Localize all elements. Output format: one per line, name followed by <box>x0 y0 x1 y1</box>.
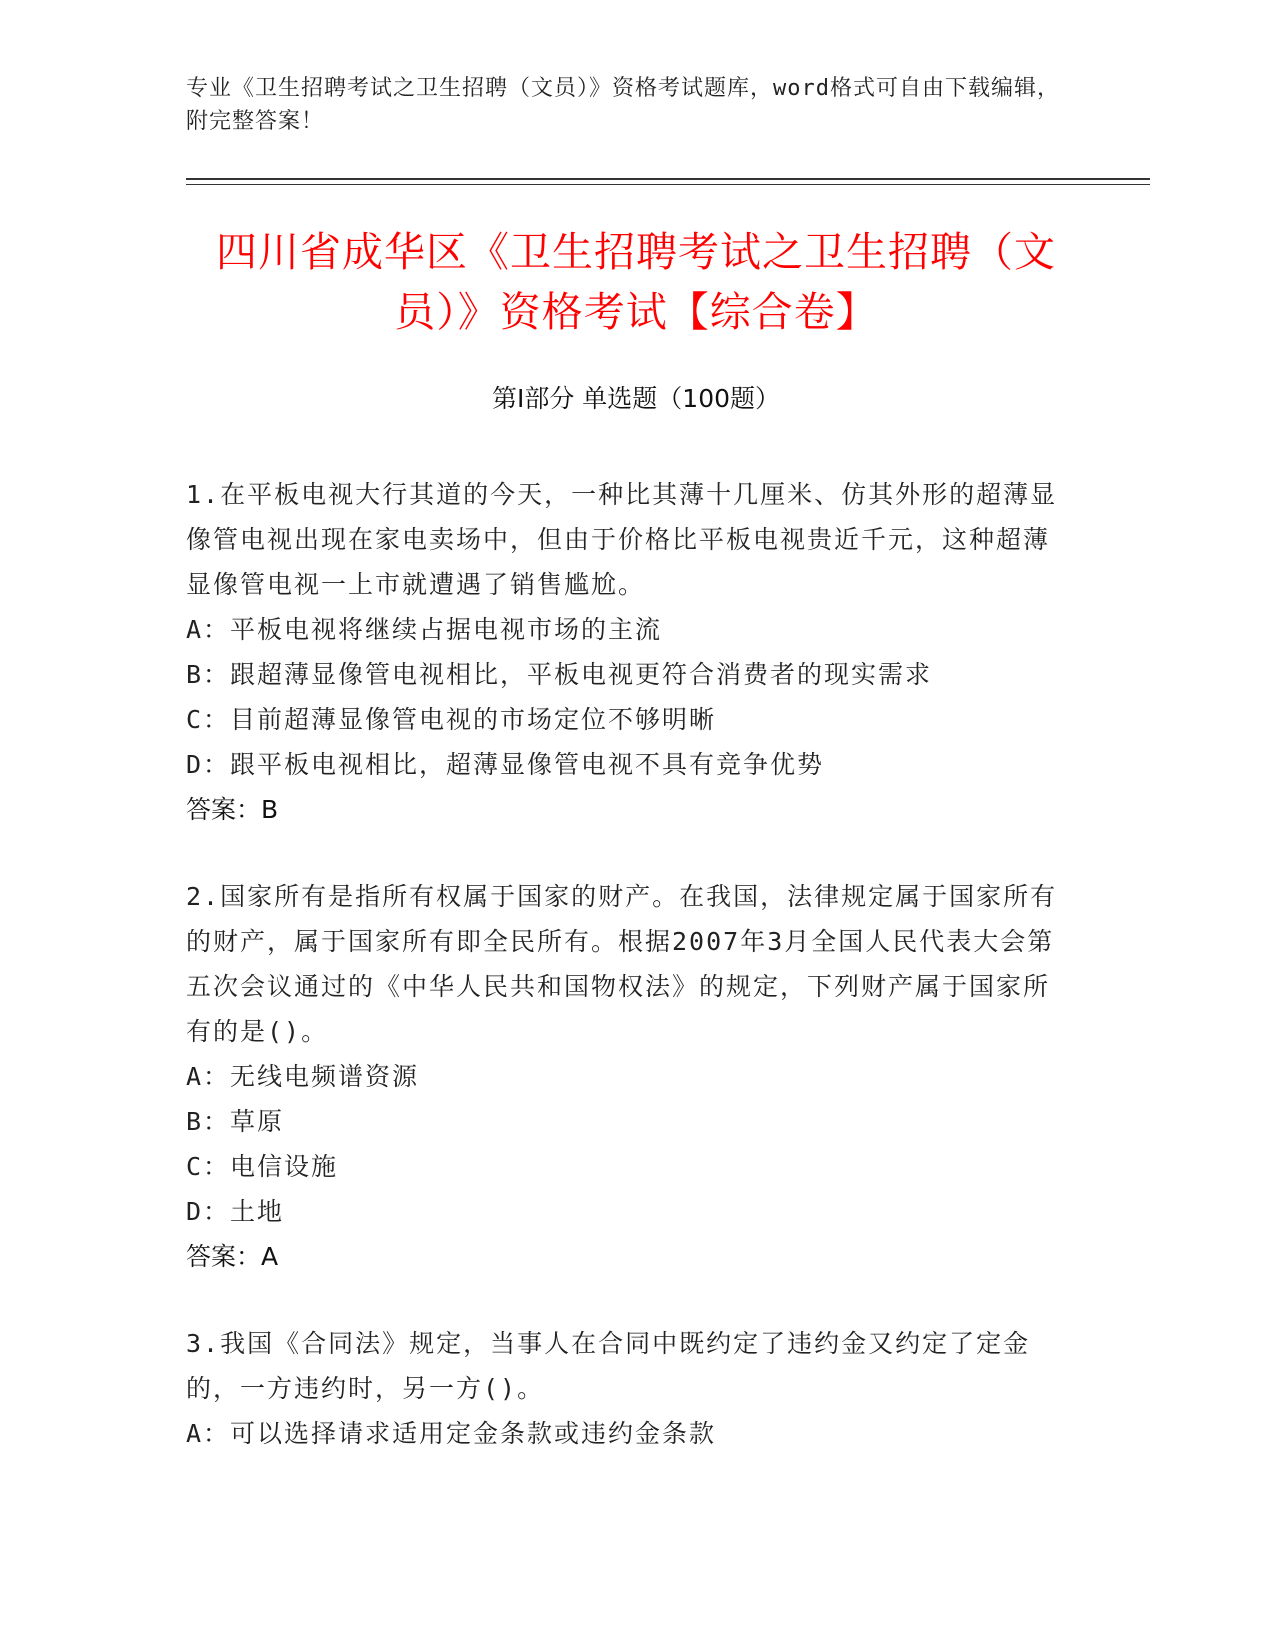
answer: 答案：B <box>186 795 279 824</box>
option-d: D：土地 <box>186 1197 285 1226</box>
document-title: 四川省成华区《卫生招聘考试之卫生招聘（文员）》资格考试【综合卷】 <box>216 228 1056 336</box>
option-b: B：跟超薄显像管电视相比，平板电视更符合消费者的现实需求 <box>186 660 933 689</box>
option-b: B：草原 <box>186 1107 285 1136</box>
option-a: A：无线电频谱资源 <box>186 1062 420 1091</box>
question-3 <box>186 1321 1066 1456</box>
question-stem: 3.我国《合同法》规定，当事人在合同中既约定了违约金又约定了定金的，一方违约时，另一方()。 <box>186 1329 1031 1403</box>
option-d: D：跟平板电视相比，超薄显像管电视不具有竞争优势 <box>186 750 825 779</box>
option-a: A：平板电视将继续占据电视市场的主流 <box>186 615 663 644</box>
option-a: A：可以选择请求适用定金条款或违约金条款 <box>186 1419 717 1448</box>
question-stem: 2.国家所有是指所有权属于国家的财产。在我国，法律规定属于国家所有的财产，属于国家所有即全民所有。根据2007年3月全国人民代表大会第五次会议通过的《中华人民共和国物权法》的规定，下列财产属于国家所有的是()。 <box>186 882 1058 1046</box>
question-list <box>186 472 1066 1498</box>
question-stem: 1.在平板电视大行其道的今天，一种比其薄十几厘米、仿其外形的超薄显像管电视出现在家电卖场中，但由于价格比平板电视贵近千元，这种超薄显像管电视一上市就遭遇了销售尴尬。 <box>186 480 1058 599</box>
option-c: C：目前超薄显像管电视的市场定位不够明晰 <box>186 705 717 734</box>
header-rule-thin <box>186 184 1150 185</box>
option-c: C：电信设施 <box>186 1152 339 1181</box>
question-1 <box>186 472 1066 832</box>
header-rule-thick <box>186 178 1150 180</box>
question-2 <box>186 874 1066 1279</box>
answer: 答案：A <box>186 1242 279 1271</box>
header-note: 专业《卫生招聘考试之卫生招聘（文员）》资格考试题库，word格式可自由下载编辑，附完整答案！ <box>186 76 1060 134</box>
section-heading: 第Ⅰ部分 单选题（100题） <box>491 384 781 413</box>
